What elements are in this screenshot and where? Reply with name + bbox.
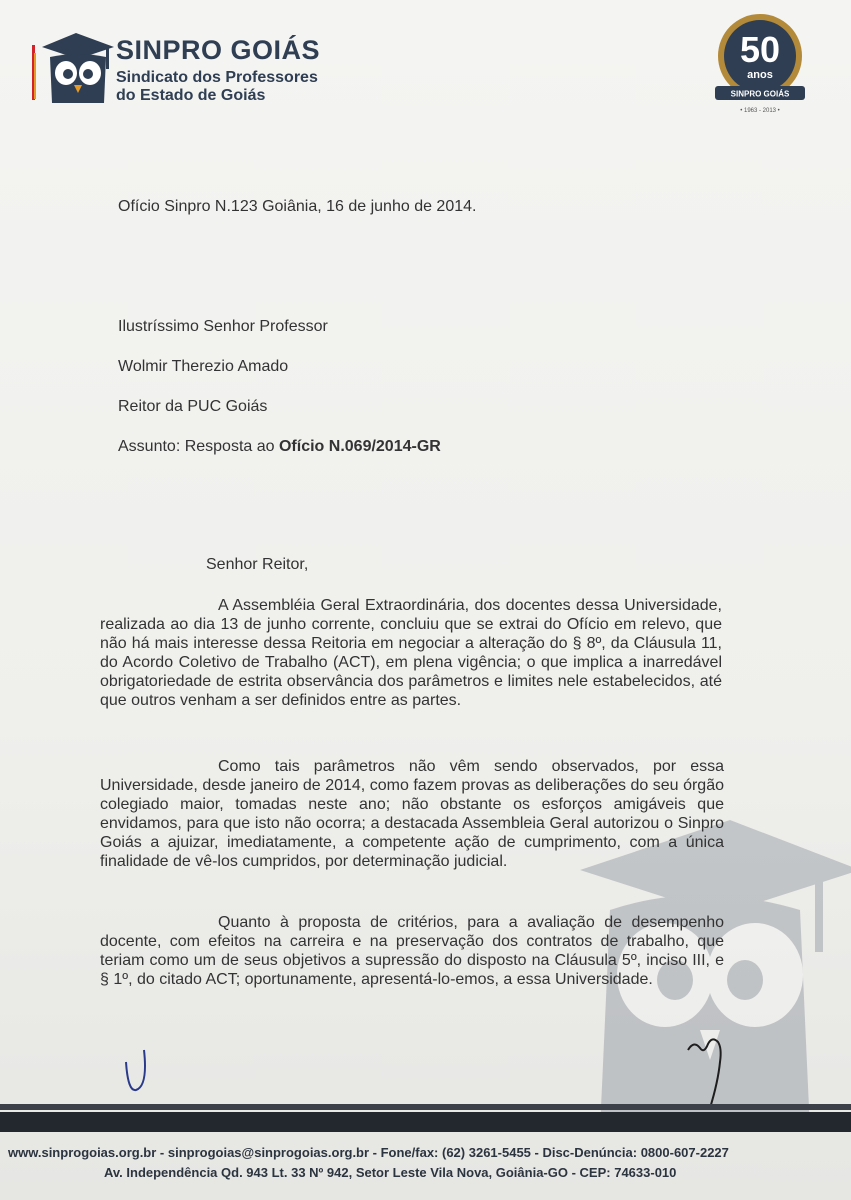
- org-name: SINPRO GOIÁS: [116, 35, 321, 65]
- footer-stripe: [0, 1104, 851, 1110]
- recipient-title: Ilustríssimo Senhor Professor: [118, 318, 328, 335]
- signature-mark: [680, 1022, 760, 1112]
- owl-logo-icon: [30, 25, 120, 105]
- subject-line: [118, 438, 441, 456]
- org-subtitle-line2: do Estado de Goiás: [116, 87, 266, 104]
- recipient-name: Wolmir Therezio Amado: [118, 358, 289, 375]
- subject-label: Assunto: Resposta ao: [118, 438, 279, 455]
- seal-banner: SINPRO GOIÁS: [730, 89, 790, 99]
- recipient-role: Reitor da PUC Goiás: [118, 398, 268, 415]
- seal-number: 50: [739, 29, 781, 70]
- seal-word: anos: [747, 69, 773, 81]
- body-paragraph-3: Quanto à proposta de critérios, para a avaliação de desempenho docente, com efeitos na carreira e na preservação dos contratos de trabalho, que teriam como um de seus objetivos a supressão do disposto na Cláusula 5º, inciso III, e § 1º, do citado ACT; oportunamente, apresentá-lo-emos, a essa Universidade.: [100, 914, 724, 988]
- org-subtitle-line1: Sindicato dos Professores: [116, 69, 318, 86]
- body-paragraph-2: Como tais parâmetros não vêm sendo observados, por essa Universidade, desde janeiro de 2014, como fazem provas as deliberações do seu órgão colegiado maior, tomadas neste ano; não obstante os esforços amigáveis que envidamos, para que isto não ocorra; a destacada Assembleia Geral autorizou o Sinpro Goiás a ajuizar, imediatamente, a competente ação de cumprimento, com a única finalidade de vê-los cumpridos, por determinação judicial.: [100, 758, 724, 870]
- letter-reference: Ofício Sinpro N.123 Goiânia, 16 de junho de 2014.: [118, 198, 477, 215]
- footer-contact-line: www.sinprogoias.org.br - sinprogoias@sinprogoias.org.br - Fone/fax: (62) 3261-5455 - Disc-Denúncia: 0800-607-2227: [8, 1145, 729, 1160]
- anniversary-seal-icon: [705, 8, 815, 118]
- body-paragraph-1: A Assembléia Geral Extraordinária, dos docentes dessa Universidade, realizada ao dia 13 de junho corrente, concluiu que se extrai do Ofício em relevo, que não há mais interesse dessa Reitoria em negociar a alteração do § 8º, da Cláusula 11, do Acordo Coletivo de Trabalho (ACT), em plena vigência; o que implica a inarredável obrigatoriedade de estrita observância dos parâmetros e limites nele estabelecidos, até que outros venham a ser definidos entre as partes.: [100, 597, 722, 709]
- sinpro-logo: [30, 25, 350, 115]
- subject-reference: Ofício N.069/2014-GR: [278, 438, 441, 455]
- footer-band: [0, 1112, 851, 1132]
- seal-years: • 1963 - 2013 •: [740, 108, 780, 114]
- footer-address-line: Av. Independência Qd. 943 Lt. 33 Nº 942, Setor Leste Vila Nova, Goiânia-GO - CEP: 74633-010: [104, 1165, 677, 1180]
- initials-mark: [118, 1040, 158, 1100]
- salutation: Senhor Reitor,: [206, 556, 309, 573]
- org-subtitle: [116, 69, 318, 105]
